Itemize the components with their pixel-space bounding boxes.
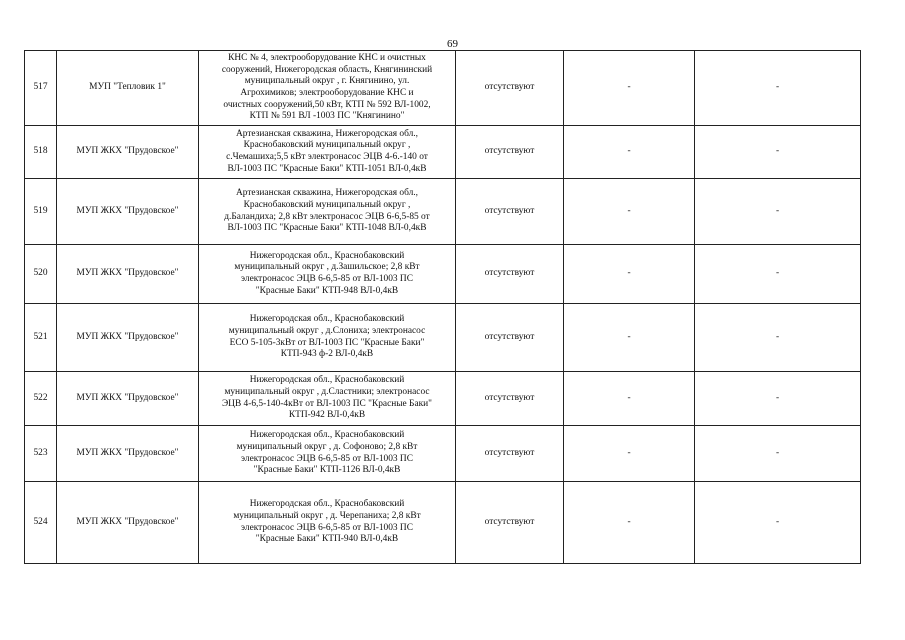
row-number: 522: [25, 372, 57, 426]
column-5-value: -: [564, 482, 695, 564]
object-description: Нижегородская обл., Краснобаковский муниципальный округ , д.Слониха; электронасос ЕСО 5-105-3кВт от ВЛ-1003 ПС "Красные Баки" КТП-943 ф-2 ВЛ-0,4кВ: [199, 304, 456, 372]
data-table: [24, 50, 861, 564]
table-row: [25, 245, 861, 304]
row-number: 523: [25, 426, 57, 482]
column-5-value: -: [564, 126, 695, 179]
table-row: [25, 179, 861, 245]
column-5-value: -: [564, 426, 695, 482]
column-6-value: -: [695, 51, 861, 126]
column-5-value: -: [564, 51, 695, 126]
status-value: отсутствуют: [456, 426, 564, 482]
column-6-value: -: [695, 372, 861, 426]
organization-name: МУП ЖКХ "Прудовское": [57, 245, 199, 304]
organization-name: МУП ЖКХ "Прудовское": [57, 304, 199, 372]
status-value: отсутствуют: [456, 372, 564, 426]
row-number: 517: [25, 51, 57, 126]
organization-name: МУП ЖКХ "Прудовское": [57, 482, 199, 564]
row-number: 518: [25, 126, 57, 179]
object-description: Артезианская скважина, Нижегородская обл., Краснобаковский муниципальный округ , д.Баландиха; 2,8 кВт электронасос ЭЦВ 6-6,5-85 от ВЛ-1003 ПС "Красные Баки" КТП-1048 ВЛ-0,4кВ: [199, 179, 456, 245]
column-6-value: -: [695, 126, 861, 179]
organization-name: МУП ЖКХ "Прудовское": [57, 426, 199, 482]
column-6-value: -: [695, 245, 861, 304]
column-6-value: -: [695, 482, 861, 564]
row-number: 521: [25, 304, 57, 372]
organization-name: МУП ЖКХ "Прудовское": [57, 126, 199, 179]
object-description: Нижегородская обл., Краснобаковский муниципальный округ , д.Зашильское; 2,8 кВт электронасос ЭЦВ 6-6,5-85 от ВЛ-1003 ПС "Красные Баки" КТП-948 ВЛ-0,4кВ: [199, 245, 456, 304]
table-row: [25, 482, 861, 564]
column-5-value: -: [564, 372, 695, 426]
organization-name: МУП ЖКХ "Прудовское": [57, 179, 199, 245]
organization-name: МУП "Тепловик 1": [57, 51, 199, 126]
table-row: [25, 126, 861, 179]
object-description: Нижегородская обл., Краснобаковский муниципальный округ , д. Черепаниха; 2,8 кВт электронасос ЭЦВ 6-6,5-85 от ВЛ-1003 ПС "Красные Баки" КТП-940 ВЛ-0,4кВ: [199, 482, 456, 564]
table-row: [25, 372, 861, 426]
column-5-value: -: [564, 179, 695, 245]
column-5-value: -: [564, 245, 695, 304]
row-number: 519: [25, 179, 57, 245]
status-value: отсутствуют: [456, 126, 564, 179]
status-value: отсутствуют: [456, 304, 564, 372]
status-value: отсутствуют: [456, 245, 564, 304]
table-row: [25, 51, 861, 126]
column-6-value: -: [695, 179, 861, 245]
column-6-value: -: [695, 426, 861, 482]
row-number: 524: [25, 482, 57, 564]
object-description: Артезианская скважина, Нижегородская обл., Краснобаковский муниципальный округ , с.Чемашиха;5,5 кВт электронасос ЭЦВ 4-6.-140 от ВЛ-1003 ПС "Красные Баки" КТП-1051 ВЛ-0,4кВ: [199, 126, 456, 179]
object-description: КНС № 4, электрооборудование КНС и очистных сооружений, Нижегородская область, Княгининский муниципальный округ , г. Княгинино, ул. Агрохимиков; электрооборудование КНС и очистных сооружений,50 кВт, КТП № 592 ВЛ-1002, КТП № 591 ВЛ -1003 ПС "Княгинино": [199, 51, 456, 126]
status-value: отсутствуют: [456, 51, 564, 126]
status-value: отсутствуют: [456, 482, 564, 564]
column-5-value: -: [564, 304, 695, 372]
status-value: отсутствуют: [456, 179, 564, 245]
row-number: 520: [25, 245, 57, 304]
object-description: Нижегородская обл., Краснобаковский муниципальный округ , д.Сластники; электронасос ЭЦВ 4-6,5-140-4кВт от ВЛ-1003 ПС "Красные Баки" КТП-942 ВЛ-0,4кВ: [199, 372, 456, 426]
organization-name: МУП ЖКХ "Прудовское": [57, 372, 199, 426]
column-6-value: -: [695, 304, 861, 372]
page-number: 69: [447, 38, 458, 50]
object-description: Нижегородская обл., Краснобаковский муниципальный округ , д. Софоново; 2,8 кВт электронасос ЭЦВ 6-6,5-85 от ВЛ-1003 ПС "Красные Баки" КТП-1126 ВЛ-0,4кВ: [199, 426, 456, 482]
table-row: [25, 426, 861, 482]
table-row: [25, 304, 861, 372]
